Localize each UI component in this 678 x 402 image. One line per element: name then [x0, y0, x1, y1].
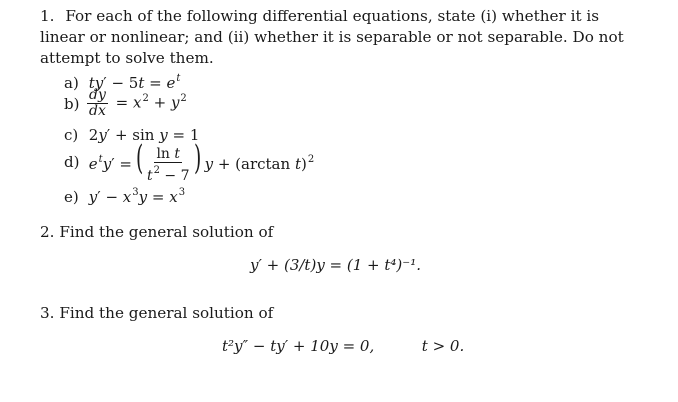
item-label-c: c): [64, 126, 79, 144]
equation-e: [64, 187, 185, 206]
question-3-ode: t²y″ − ty′ + 10y = 0,: [222, 337, 375, 355]
question-2: [40, 222, 640, 243]
equation-b: [64, 88, 187, 119]
question-3-equation: [222, 337, 464, 355]
question-3-condition: t > 0.: [421, 337, 465, 355]
question-1-number: 1.: [40, 7, 55, 25]
question-2-text: Find the general solution of: [59, 223, 274, 241]
question-1-text: For each of the following differential equations, state (i) whether it is linear or nonlinear; and (ii) whether it is separable or not separable. Do not attempt to solve them.: [40, 7, 624, 67]
equation-b-math: $\frac{dy}{dx}$ = $x^2 + y^2$: [89, 87, 187, 119]
equation-e-math: $y' - x^3y = x^3$: [88, 187, 186, 206]
question-3-text: Find the general solution of: [59, 304, 274, 322]
question-2-equation: y′ + (3/t)y = (1 + t⁴)⁻¹.: [250, 256, 421, 274]
item-label-d: d): [64, 153, 80, 172]
equation-d: [64, 138, 315, 184]
question-1: [40, 6, 640, 69]
question-2-number: 2.: [40, 223, 55, 241]
equation-a-math: $ty' - 5t = e^t$: [88, 73, 181, 92]
item-label-e: e): [64, 187, 79, 206]
question-3-number: 3.: [40, 304, 55, 322]
equation-c-math: 2y′ + sin y = 1: [84, 126, 200, 144]
item-label-a: a): [64, 73, 79, 92]
item-label-b: b): [64, 94, 80, 113]
question-3: [40, 303, 640, 324]
equation-d-math: $e^ty'$ = ( $\frac{\text{ln t}}{t^2 - 7}$ ) y + (arctan t)$^2$: [88, 138, 315, 184]
